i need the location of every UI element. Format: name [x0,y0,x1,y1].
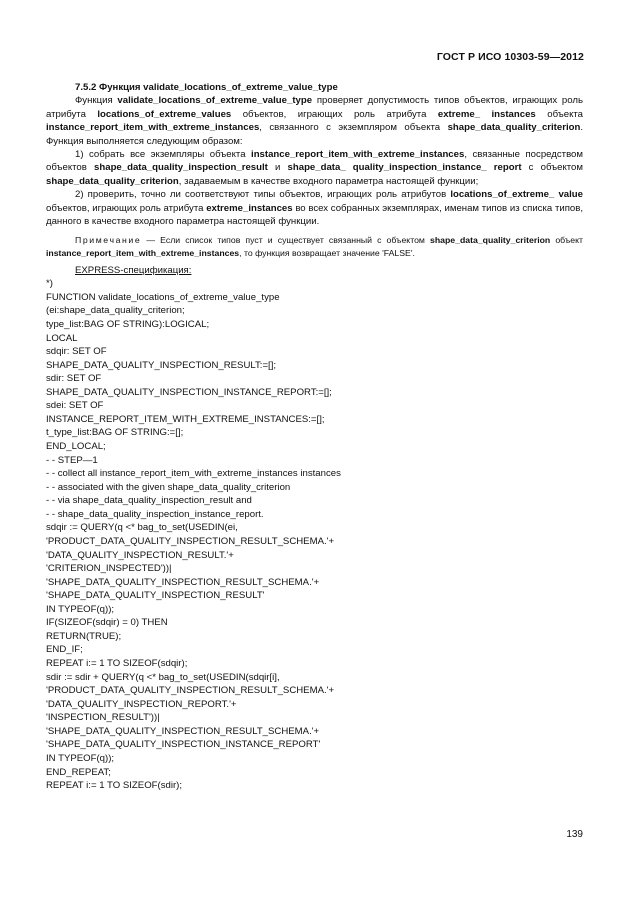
code-line: 'CRITERION_INSPECTED'))| [46,563,172,575]
code-line: t_type_list:BAG OF STRING:=[]; [46,427,184,439]
code-line: - - STEP—1 [46,454,98,466]
code-line: END_REPEAT; [46,766,111,778]
entity-name: shape_data_quality_inspection_result [94,162,268,174]
text: . Функция выполняется следующим образом: [46,122,583,147]
standard-header: ГОСТ Р ИСО 10303-59—2012 [436,51,584,63]
text: проверяет допустимость типов объектов, играющих роль атрибута [46,95,583,120]
code-line: IN TYPEOF(q)); [46,603,115,615]
code-line: END_IF; [46,644,83,656]
code-line: sdqir: SET OF [46,346,107,358]
text: объектов, играющих роль атрибута [231,108,438,120]
code-line: 'PRODUCT_DATA_QUALITY_INSPECTION_RESULT_SCHEMA.'+ [46,535,335,547]
text: — Если список типов пуст и существует связанный с объектом [141,235,430,246]
text: с объектом [521,162,583,174]
entity-name: shape_data_quality_criterion [430,235,551,246]
code-line: FUNCTION validate_locations_of_extreme_value_type [46,291,280,303]
attribute-name: locations_of_extreme_values [97,108,232,120]
section-title: 7.5.2 Функция validate_locations_of_extreme_value_type [75,82,338,93]
code-line: REPEAT i:= 1 TO SIZEOF(sdir); [46,780,183,792]
code-line: - - via shape_data_quality_inspection_result and [46,495,252,507]
paragraph-step-1 [46,148,583,188]
code-line: *) [46,278,53,290]
code-line: 'SHAPE_DATA_QUALITY_INSPECTION_RESULT_SCHEMA.'+ [46,725,320,737]
code-line: 'SHAPE_DATA_QUALITY_INSPECTION_INSTANCE_REPORT' [46,739,321,751]
attribute-name: locations_of_extreme_ value [450,189,583,201]
code-line: IF(SIZEOF(sdqir) = 0) THEN [46,617,168,629]
text: объекта [535,108,584,120]
entity-name: shape_data_quality_criterion [447,122,581,134]
note-label: Примечание [75,235,142,246]
code-line: 'SHAPE_DATA_QUALITY_INSPECTION_RESULT_SCHEMA.'+ [46,576,320,588]
code-line: END_LOCAL; [46,441,106,453]
note-paragraph [46,234,583,258]
code-line: - - shape_data_quality_inspection_instance_report. [46,508,264,520]
code-line: sdir: SET OF [46,373,102,385]
text: и [267,162,288,174]
entity-name: shape_data_quality_criterion [46,175,179,187]
text: во всех собранных экземплярах, именам типов из списка типов, данного в качестве входного параметра настоящей функции. [46,202,583,228]
code-line: IN TYPEOF(q)); [46,752,115,764]
entity-name: instance_report_item_with_extreme_instances [251,149,465,161]
page-content [46,81,583,793]
attribute-name: extreme_instances [206,202,293,214]
text: , задаваемым в качестве входного параметра настоящей функции; [178,175,479,187]
code-line: 'SHAPE_DATA_QUALITY_INSPECTION_RESULT' [46,590,265,602]
attribute-name: extreme_ instances [437,108,536,120]
text: 1) собрать все экземпляры объекта [75,149,252,161]
code-line: 'PRODUCT_DATA_QUALITY_INSPECTION_RESULT_SCHEMA.'+ [46,685,335,697]
express-spec-title [46,264,583,277]
code-line: INSTANCE_REPORT_ITEM_WITH_EXTREME_INSTANCES:=[]; [46,413,325,425]
code-line: 'DATA_QUALITY_INSPECTION_RESULT.'+ [46,549,234,561]
paragraph-function-description [46,94,583,148]
text: , связанные посредством объектов [46,149,583,174]
code-line: sdqir := QUERY(q <* bag_to_set(USEDIN(ei, [46,522,238,534]
page-number: 139 [566,829,583,840]
code-line: 'DATA_QUALITY_INSPECTION_REPORT.'+ [46,698,237,710]
entity-name: shape_data_ quality_inspection_instance_ report [287,162,522,174]
text: 2) проверить, точно ли соответствуют типы объектов, играющих роль атрибутов [75,189,451,201]
code-line: LOCAL [46,332,78,344]
code-line: SHAPE_DATA_QUALITY_INSPECTION_INSTANCE_REPORT:=[]; [46,386,332,398]
text: объектов, играющих роль атрибута [46,202,207,214]
text: , то функция возвращает значение 'FALSE'. [239,247,415,258]
entity-name: instance_report_item_with_extreme_instances [46,247,240,258]
code-line: RETURN(TRUE); [46,630,122,642]
function-name: validate_locations_of_extreme_value_type [117,95,313,107]
code-line: - - collect all instance_report_item_with_extreme_instances instances [46,468,341,480]
code-line: sdei: SET OF [46,400,104,412]
code-line: 'INSPECTION_RESULT'))| [46,712,160,724]
spec-title-text: EXPRESS-спецификация: [75,264,192,276]
code-line: sdir := sdir + QUERY(q <* bag_to_set(USEDIN(sdqir[i], [46,671,280,683]
code-line: SHAPE_DATA_QUALITY_INSPECTION_RESULT:=[]; [46,359,277,371]
text: , связанного с экземпляром объекта [259,122,448,134]
code-line: (ei:shape_data_quality_criterion; [46,305,185,317]
paragraph-step-2 [46,188,583,228]
entity-name: instance_report_item_with_extreme_instances [46,122,260,134]
express-code-block [46,277,583,792]
code-line: REPEAT i:= 1 TO SIZEOF(sdqir); [46,658,188,670]
code-line: type_list:BAG OF STRING):LOGICAL; [46,318,210,330]
text: объект [550,235,583,246]
code-line: - - associated with the given shape_data_quality_criterion [46,481,291,493]
text: Функция [75,95,118,107]
